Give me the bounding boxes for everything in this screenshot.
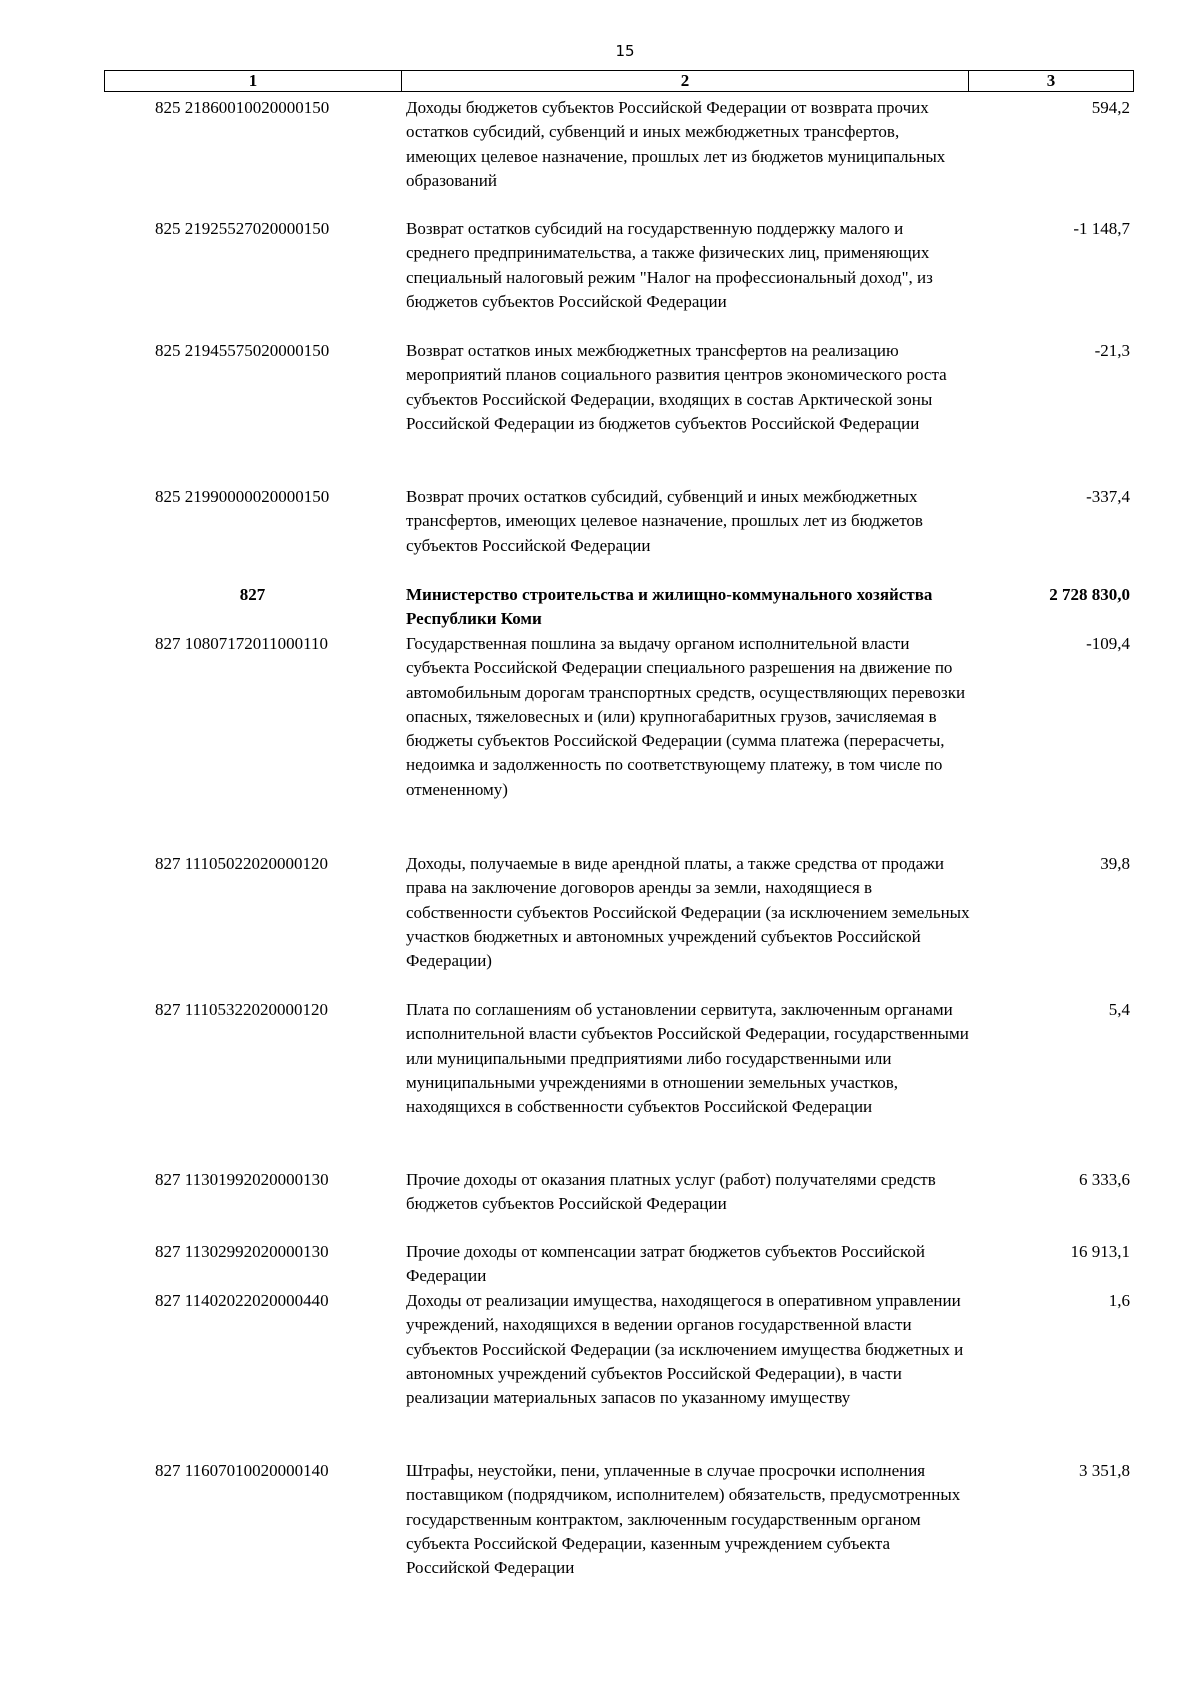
row-description: Доходы бюджетов субъектов Российской Федерации от возврата прочих остатков субсидий, субвенций и иных межбюджетных трансфертов, имеющих целевое назначение, прошлых лет из бюджетов муниципальных образований [406, 98, 946, 190]
budget-code: 827 11607010020000140 [155, 1461, 329, 1480]
row-description: Прочие доходы от оказания платных услуг (работ) получателями средств бюджетов субъектов Российской Федерации [406, 1170, 936, 1214]
row-amount: -21,3 [1094, 341, 1130, 360]
budget-code: 827 11105322020000120 [155, 1000, 328, 1019]
header-col-3: 3 [1046, 71, 1056, 90]
row-amount: 1,6 [1108, 1291, 1130, 1310]
table-header [104, 70, 1134, 92]
budget-code: 827 11105022020000120 [155, 854, 328, 873]
ministry-name: Министерство строительства и жилищно-коммунального хозяйства Республики Коми [406, 585, 933, 629]
budget-code: 825 21925527020000150 [155, 219, 330, 238]
row-description: Доходы, получаемые в виде арендной платы, а также средства от продажи права на заключение договоров аренды за земли, находящиеся в собственности субъектов Российской Федерации (за исключением земельных участков бюджетных и автономных учреждений субъектов Российской Федерации) [406, 854, 970, 971]
header-col-2: 2 [402, 71, 969, 91]
row-description: Доходы от реализации имущества, находящегося в оперативном управлении учреждений, находящихся в ведении органов государственной власти субъектов Российской Федерации (за исключением имущества бюджетных и автономных учреждений субъектов Российской Федерации), в части реализации материальных запасов по указанному имуществу [406, 1291, 964, 1408]
row-description: Государственная пошлина за выдачу органом исполнительной власти субъекта Российской Федерации специального разрешения на движение по автомобильным дорогам транспортных средств, осуществляющих перевозки опасных, тяжеловесных и (или) крупногабаритных грузов, зачисляемая в бюджеты субъектов Российской Федерации (сумма платежа (перерасчеты, недоимка и задолженность по соответствующему платежу, в том числе по отмененному) [406, 634, 966, 799]
budget-code: 827 11402022020000440 [155, 1291, 329, 1310]
row-amount: 6 333,6 [1079, 1170, 1130, 1189]
budget-code: 825 21990000020000150 [155, 487, 330, 506]
budget-code: 827 11302992020000130 [155, 1242, 329, 1261]
budget-code: 827 10807172011000110 [155, 634, 328, 653]
row-description: Штрафы, неустойки, пени, уплаченные в случае просрочки исполнения поставщиком (подрядчиком, исполнителем) обязательств, предусмотренных государственным контрактом, заключенным государственным органом субъекта Российской Федерации, казенным учреждением субъекта Российской Федерации [406, 1461, 961, 1578]
budget-code: 825 21860010020000150 [155, 98, 330, 117]
ministry-total: 2 728 830,0 [1049, 585, 1130, 604]
row-amount: 3 351,8 [1079, 1461, 1130, 1480]
ministry-code: 827 [239, 585, 266, 604]
page-number: 15 [615, 42, 635, 60]
header-col-1: 1 [105, 71, 402, 91]
row-amount: 39,8 [1100, 854, 1130, 873]
row-amount: -337,4 [1086, 487, 1130, 506]
row-amount: 5,4 [1108, 1000, 1130, 1019]
budget-code: 825 21945575020000150 [155, 341, 330, 360]
row-description: Возврат прочих остатков субсидий, субвенций и иных межбюджетных трансфертов, имеющих целевое назначение, прошлых лет из бюджетов субъектов Российской Федерации [406, 487, 923, 555]
row-description: Возврат остатков иных межбюджетных трансфертов на реализацию мероприятий планов социального развития центров экономического роста субъектов Российской Федерации, входящих в состав Арктической зоны Российской Федерации из бюджетов субъектов Российской Федерации [406, 341, 947, 433]
row-amount: -1 148,7 [1073, 219, 1130, 238]
row-description: Прочие доходы от компенсации затрат бюджетов субъектов Российской Федерации [406, 1242, 925, 1286]
budget-code: 827 11301992020000130 [155, 1170, 329, 1189]
row-amount: 16 913,1 [1070, 1242, 1130, 1261]
row-amount: 594,2 [1091, 98, 1130, 117]
row-description: Плата по соглашениям об установлении сервитута, заключенным органами исполнительной власти субъектов Российской Федерации, государственными или муниципальными предприятиями либо государственными или муниципальными учреждениями в отношении земельных участков, находящихся в собственности субъектов Российской Федерации [406, 1000, 969, 1117]
row-description: Возврат остатков субсидий на государственную поддержку малого и среднего предпринимательства, а также физических лиц, применяющих специальный налоговый режим "Налог на профессиональный доход", из бюджетов субъектов Российской Федерации [406, 219, 933, 311]
row-amount: -109,4 [1086, 634, 1130, 653]
